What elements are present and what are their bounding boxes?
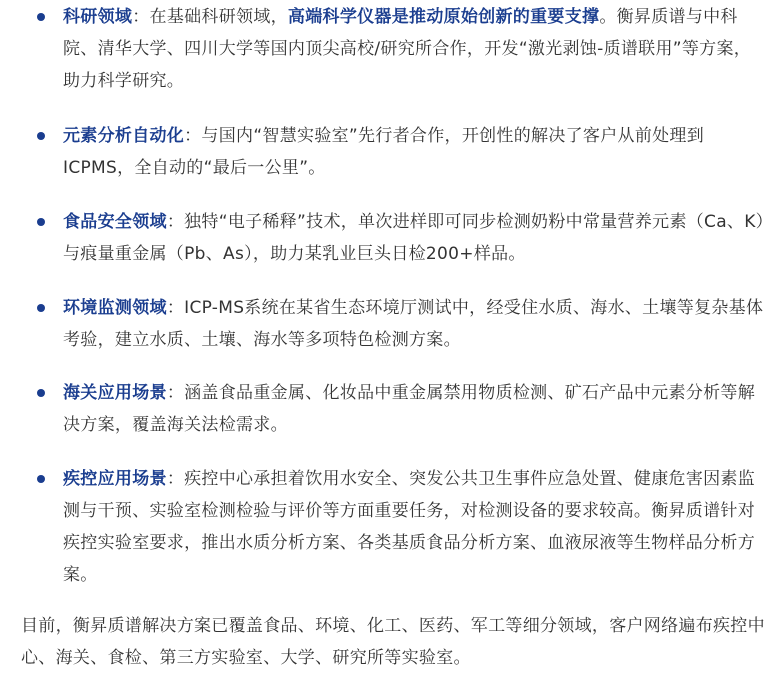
item-text: 独特“电子稀释”技术，单次进样即可同步检测奶粉中常量营养元素（Ca、K）与痕量重金属（Pb、As），助力某乳业巨头日检200+样品。	[63, 212, 765, 264]
summary-paragraph: 目前，衡昇质谱解决方案已覆盖食品、环境、化工、医药、军工等细分领域，客户网络遍布疾控中心、海关、食检、第三方实验室、大学、研究所等实验室。	[21, 616, 765, 668]
bullet-dot-icon	[37, 475, 45, 483]
bullet-dot-icon	[37, 218, 45, 226]
item-text: 与国内“智慧实验室”先行者合作，开创性的解决了客户从前处理到ICPMS，全自动的“最后一公里”。	[63, 126, 705, 178]
bullet-dot-icon	[37, 389, 45, 397]
item-term: 元素分析自动化	[63, 126, 185, 146]
item-separator: ：	[184, 126, 202, 146]
item-separator: ：	[132, 7, 150, 27]
list-item-automation	[0, 120, 779, 184]
bullet-dot-icon	[37, 13, 45, 21]
item-term: 环境监测领域	[63, 298, 167, 318]
item-term: 海关应用场景	[63, 383, 167, 403]
item-text: ICP-MS系统在某省生态环境厅测试中，经受住水质、海水、土壤等复杂基体考验，建立水质、土壤、海水等多项特色检测方案。	[63, 298, 764, 350]
item-highlight: 高端科学仪器是推动原始创新的重要支撑	[287, 7, 600, 27]
list-item-customs	[0, 377, 779, 441]
item-term: 食品安全领域	[63, 212, 167, 232]
bullet-dot-icon	[37, 304, 45, 312]
item-text: 在基础科研领域，	[149, 7, 288, 27]
item-separator: ：	[166, 212, 185, 232]
item-separator: ：	[166, 383, 185, 403]
list-item-environment	[0, 292, 779, 356]
list-item-cdc	[0, 463, 779, 591]
list-item-research	[0, 1, 779, 97]
list-item-food-safety	[0, 206, 779, 270]
item-text: 涵盖食品重金属、化妆品中重金属禁用物质检测、矿石产品中元素分析等解决方案，覆盖海关法检需求。	[63, 383, 756, 435]
bullet-dot-icon	[37, 132, 45, 140]
item-term: 疾控应用场景	[63, 469, 167, 489]
item-separator: ：	[166, 298, 185, 318]
item-text: 。衡昇质谱与中科院、清华大学、四川大学等国内顶尖高校/研究所合作，开发“激光剥蚀-质谱联用”等方案，助力科学研究。	[63, 7, 752, 91]
item-term: 科研领域	[63, 7, 133, 27]
item-text: 疾控中心承担着饮用水安全、突发公共卫生事件应急处置、健康危害因素监测与干预、实验室检测检验与评价等方面重要任务，对检测设备的要求较高。衡昇质谱针对疾控实验室要求，推出水质分析方案、各类基质食品分析方案、血液尿液等生物样品分析方案。	[63, 469, 756, 585]
item-separator: ：	[166, 469, 185, 489]
